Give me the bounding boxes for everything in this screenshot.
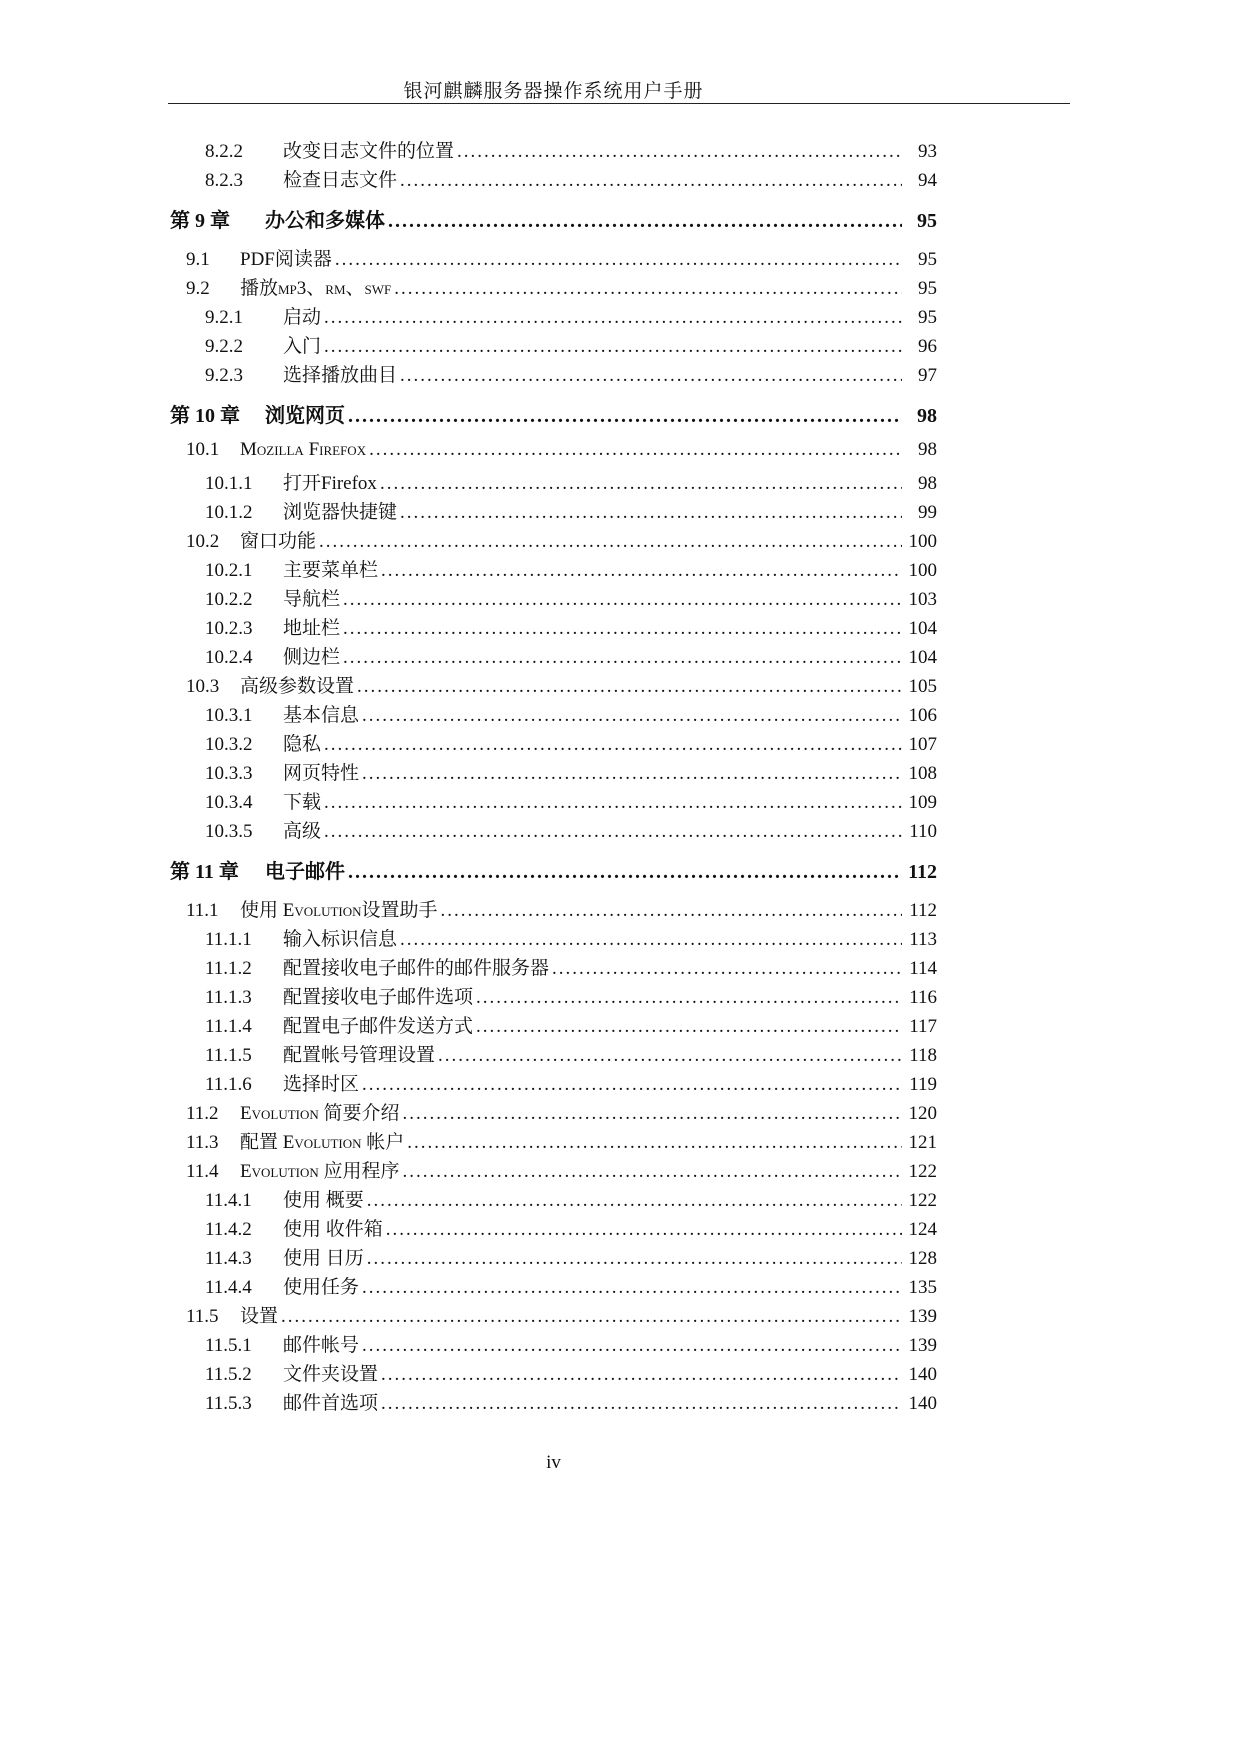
toc-entry-page: 140: [908, 1364, 937, 1385]
toc-entry-page: 98: [917, 405, 937, 427]
dot-leader: [403, 1103, 902, 1125]
toc-row: [170, 1040, 937, 1069]
toc-entry-number: 11.1.3: [205, 987, 252, 1008]
toc-entry-page: 93: [918, 141, 937, 162]
toc-entry-page: 120: [908, 1103, 937, 1124]
toc-entry-number: 9.2.3: [205, 365, 243, 386]
toc-entry-title: 下载: [283, 792, 322, 813]
dot-leader: [476, 1016, 902, 1038]
toc-entry-title: 入门: [283, 336, 322, 357]
toc-row: [170, 982, 937, 1011]
toc-entry-page: 100: [908, 560, 937, 581]
toc-entry-title: 浏览器快捷键: [283, 502, 398, 523]
toc-row: [170, 165, 937, 194]
dot-leader: [381, 1393, 902, 1415]
dot-leader: [400, 502, 902, 524]
toc-entry-page: 117: [909, 1016, 937, 1037]
toc-row: [170, 1330, 937, 1359]
toc-entry-number: 10.1: [186, 439, 220, 460]
toc-entry-title: 主要菜单栏: [283, 560, 379, 581]
toc-row: [170, 642, 937, 671]
toc-entry-number: 9.1: [186, 249, 210, 270]
dot-leader: [381, 1364, 902, 1386]
toc-row: [170, 1011, 937, 1040]
toc-entry-page: 139: [908, 1306, 937, 1327]
toc-entry-page: 100: [908, 531, 937, 552]
toc-entry-page: 139: [908, 1335, 937, 1356]
toc-entry-title: 改变日志文件的位置: [283, 141, 455, 162]
toc-entry-number: 第 10 章: [170, 405, 240, 427]
toc-entry-title: 配置帐号管理设置: [283, 1045, 436, 1066]
toc-row: [170, 1185, 937, 1214]
dot-leader: [343, 589, 902, 611]
toc-row: [170, 700, 937, 729]
toc-entry-number: 11.5.2: [205, 1364, 252, 1385]
toc-row: [170, 1388, 937, 1417]
toc-entry-title: 浏览网页: [265, 405, 345, 427]
toc-list: [170, 136, 937, 1417]
toc-entry-title: 使用 概要: [283, 1190, 364, 1211]
toc-entry-title: 配置接收电子邮件的邮件服务器: [283, 958, 550, 979]
toc-entry-title: Evolution 简要介绍: [240, 1103, 400, 1124]
toc-entry-title: 侧边栏: [283, 647, 341, 668]
toc-entry-page: 122: [908, 1190, 937, 1211]
dot-leader: [380, 473, 902, 495]
toc-entry-page: 104: [908, 647, 937, 668]
toc-entry-number: 10.2.2: [205, 589, 253, 610]
dot-leader: [324, 792, 902, 814]
toc-entry-page: 109: [908, 792, 937, 813]
dot-leader: [362, 1074, 902, 1096]
toc-entry-title: 高级: [283, 821, 322, 842]
toc-entry-page: 106: [908, 705, 937, 726]
toc-entry-title: 邮件首选项: [283, 1393, 379, 1414]
toc-entry-page: 108: [908, 763, 937, 784]
toc-entry-title: 隐私: [283, 734, 322, 755]
toc-row: [170, 855, 937, 884]
toc-entry-title: 配置电子邮件发送方式: [283, 1016, 474, 1037]
toc-entry-page: 121: [908, 1132, 937, 1153]
toc-entry-page: 112: [909, 900, 937, 921]
toc-row: [170, 555, 937, 584]
toc-entry-number: 10.3.3: [205, 763, 253, 784]
toc-entry-number: 11.4: [186, 1161, 219, 1182]
toc-entry-number: 10.2: [186, 531, 220, 552]
toc-row: [170, 1214, 937, 1243]
toc-entry-page: 116: [909, 987, 937, 1008]
dot-leader: [319, 531, 902, 553]
page-header-title: 银河麒麟服务器操作系统用户手册: [403, 81, 704, 102]
toc-entry-number: 11.1.6: [205, 1074, 252, 1095]
toc-entry-page: 95: [918, 307, 937, 328]
toc-entry-page: 140: [908, 1393, 937, 1414]
toc-entry-number: 11.1: [186, 900, 219, 921]
dot-leader: [438, 1045, 902, 1067]
toc-entry-title: 输入标识信息: [283, 929, 398, 950]
toc-entry-number: 10.1.1: [205, 473, 253, 494]
toc-entry-page: 95: [918, 278, 937, 299]
toc-entry-title: 使用 Evolution设置助手: [240, 900, 438, 921]
toc-entry-title: 启动: [283, 307, 322, 328]
dot-leader: [362, 1335, 902, 1357]
toc-entry-number: 10.3.4: [205, 792, 253, 813]
toc-row: [170, 497, 937, 526]
toc-entry-number: 11.5.1: [205, 1335, 252, 1356]
toc-entry-title: 基本信息: [283, 705, 360, 726]
toc-entry-page: 113: [909, 929, 937, 950]
toc-entry-number: 8.2.3: [205, 170, 243, 191]
toc-entry-title: 配置接收电子邮件选项: [283, 987, 474, 1008]
dot-leader: [324, 734, 902, 756]
toc-entry-page: 124: [908, 1219, 937, 1240]
dot-leader: [386, 1219, 902, 1241]
dot-leader: [400, 170, 902, 192]
toc-row: [170, 1156, 937, 1185]
toc-row: [170, 360, 937, 389]
toc-entry-page: 99: [918, 502, 937, 523]
toc-entry-page: 119: [909, 1074, 937, 1095]
toc-entry-page: 107: [908, 734, 937, 755]
toc-entry-page: 95: [917, 210, 937, 232]
toc-row: [170, 953, 937, 982]
toc-row: [170, 468, 937, 497]
toc-entry-number: 第 11 章: [170, 861, 239, 883]
toc-row: [170, 1243, 937, 1272]
toc-entry-title: 选择播放曲目: [283, 365, 398, 386]
toc-entry-number: 10.3.2: [205, 734, 253, 755]
toc-row: [170, 671, 937, 700]
toc-entry-title: 网页特性: [283, 763, 360, 784]
toc-entry-page: 96: [918, 336, 937, 357]
toc-row: [170, 526, 937, 555]
dot-leader: [369, 439, 902, 461]
dot-leader: [324, 336, 902, 358]
toc-entry-number: 11.1.4: [205, 1016, 252, 1037]
dot-leader: [403, 1161, 902, 1183]
dot-leader: [362, 763, 902, 785]
toc-entry-title: 地址栏: [283, 618, 341, 639]
toc-entry-number: 11.4.4: [205, 1277, 252, 1298]
toc-entry-page: 98: [918, 439, 937, 460]
toc-entry-number: 11.1.1: [205, 929, 252, 950]
dot-leader: [367, 1248, 902, 1270]
toc-entry-page: 94: [918, 170, 937, 191]
dot-leader: [362, 1277, 902, 1299]
dot-leader: [348, 405, 902, 428]
header-divider: [168, 103, 1070, 104]
toc-entry-number: 第 9 章: [170, 210, 230, 232]
toc-entry-title: 办公和多媒体: [265, 210, 385, 232]
toc-entry-number: 9.2.1: [205, 307, 243, 328]
toc-entry-title: 使用任务: [283, 1277, 360, 1298]
toc-entry-page: 110: [909, 821, 937, 842]
dot-leader: [367, 1190, 902, 1212]
toc-entry-number: 11.2: [186, 1103, 219, 1124]
toc-row: [170, 895, 937, 924]
toc-row: [170, 273, 937, 302]
toc-entry-page: 104: [908, 618, 937, 639]
toc-entry-title: 文件夹设置: [283, 1364, 379, 1385]
toc-row: [170, 758, 937, 787]
toc-entry-page: 97: [918, 365, 937, 386]
toc-row: [170, 136, 937, 165]
toc-entry-number: 11.1.2: [205, 958, 252, 979]
dot-leader: [281, 1306, 902, 1328]
toc-row: [170, 439, 937, 468]
toc-row: [170, 244, 937, 273]
toc-entry-page: 98: [918, 473, 937, 494]
dot-leader: [476, 987, 902, 1009]
toc-entry-title: 电子邮件: [265, 861, 345, 883]
toc-row: [170, 302, 937, 331]
toc-entry-page: 114: [909, 958, 937, 979]
toc-entry-number: 9.2.2: [205, 336, 243, 357]
toc-entry-title: PDF阅读器: [240, 249, 332, 270]
dot-leader: [381, 560, 902, 582]
dot-leader: [400, 365, 902, 387]
dot-leader: [400, 929, 902, 951]
toc-entry-number: 11.4.2: [205, 1219, 252, 1240]
toc-entry-page: 118: [909, 1045, 937, 1066]
dot-leader: [343, 618, 902, 640]
toc-row: [170, 584, 937, 613]
toc-entry-number: 11.5.3: [205, 1393, 252, 1414]
toc-entry-number: 10.2.3: [205, 618, 253, 639]
toc-entry-title: 选择时区: [283, 1074, 360, 1095]
toc-entry-number: 10.1.2: [205, 502, 253, 523]
toc-row: [170, 1098, 937, 1127]
dot-leader: [335, 249, 902, 271]
toc-row: [170, 1359, 937, 1388]
toc-row: [170, 787, 937, 816]
toc-entry-title: 窗口功能: [240, 531, 317, 552]
toc-row: [170, 613, 937, 642]
toc-entry-number: 10.2.1: [205, 560, 253, 581]
toc-entry-title: 使用 日历: [283, 1248, 364, 1269]
toc-entry-page: 105: [908, 676, 937, 697]
toc-entry-number: 10.3.5: [205, 821, 253, 842]
toc-entry-number: 9.2: [186, 278, 210, 299]
toc-entry-title: 使用 收件箱: [283, 1219, 383, 1240]
toc-row: [170, 1127, 937, 1156]
toc-entry-page: 128: [908, 1248, 937, 1269]
toc-entry-title: 高级参数设置: [240, 676, 355, 697]
toc-entry-number: 8.2.2: [205, 141, 243, 162]
dot-leader: [441, 900, 902, 922]
toc-entry-number: 11.1.5: [205, 1045, 252, 1066]
toc-row: [170, 816, 937, 845]
toc-entry-title: 播放mp3、rm、swf: [240, 278, 392, 299]
toc-entry-title: 打开Firefox: [283, 473, 377, 494]
toc-entry-number: 10.3.1: [205, 705, 253, 726]
toc-entry-number: 11.4.3: [205, 1248, 252, 1269]
dot-leader: [343, 647, 902, 669]
toc-entry-number: 11.5: [186, 1306, 219, 1327]
dot-leader: [357, 676, 902, 698]
dot-leader: [348, 861, 902, 884]
toc-entry-page: 112: [908, 861, 937, 883]
toc-entry-page: 95: [918, 249, 937, 270]
toc-entry-title: Mozilla Firefox: [240, 439, 367, 460]
toc-entry-page: 122: [908, 1161, 937, 1182]
dot-leader: [552, 958, 902, 980]
toc-entry-number: 11.4.1: [205, 1190, 252, 1211]
toc-entry-title: 配置 Evolution 帐户: [240, 1132, 405, 1153]
toc-entry-number: 10.2.4: [205, 647, 253, 668]
toc-entry-page: 103: [908, 589, 937, 610]
toc-row: [170, 924, 937, 953]
dot-leader: [324, 821, 902, 843]
dot-leader: [394, 278, 902, 300]
toc-entry-page: 135: [908, 1277, 937, 1298]
toc-entry-number: 10.3: [186, 676, 220, 697]
toc-row: [170, 331, 937, 360]
toc-entry-title: 邮件帐号: [283, 1335, 360, 1356]
toc-row: [170, 399, 937, 428]
dot-leader: [457, 141, 902, 163]
toc-row: [170, 729, 937, 758]
toc-row: [170, 1272, 937, 1301]
toc-entry-title: 导航栏: [283, 589, 341, 610]
toc-entry-title: 检查日志文件: [283, 170, 398, 191]
dot-leader: [388, 210, 902, 233]
dot-leader: [362, 705, 902, 727]
dot-leader: [407, 1132, 902, 1154]
toc-row: [170, 204, 937, 233]
footer-page-number: iv: [546, 1452, 561, 1473]
toc-entry-number: 11.3: [186, 1132, 219, 1153]
toc-entry-title: 设置: [240, 1306, 279, 1327]
toc-row: [170, 1069, 937, 1098]
toc-row: [170, 1301, 937, 1330]
dot-leader: [324, 307, 902, 329]
toc-entry-title: Evolution 应用程序: [240, 1161, 400, 1182]
